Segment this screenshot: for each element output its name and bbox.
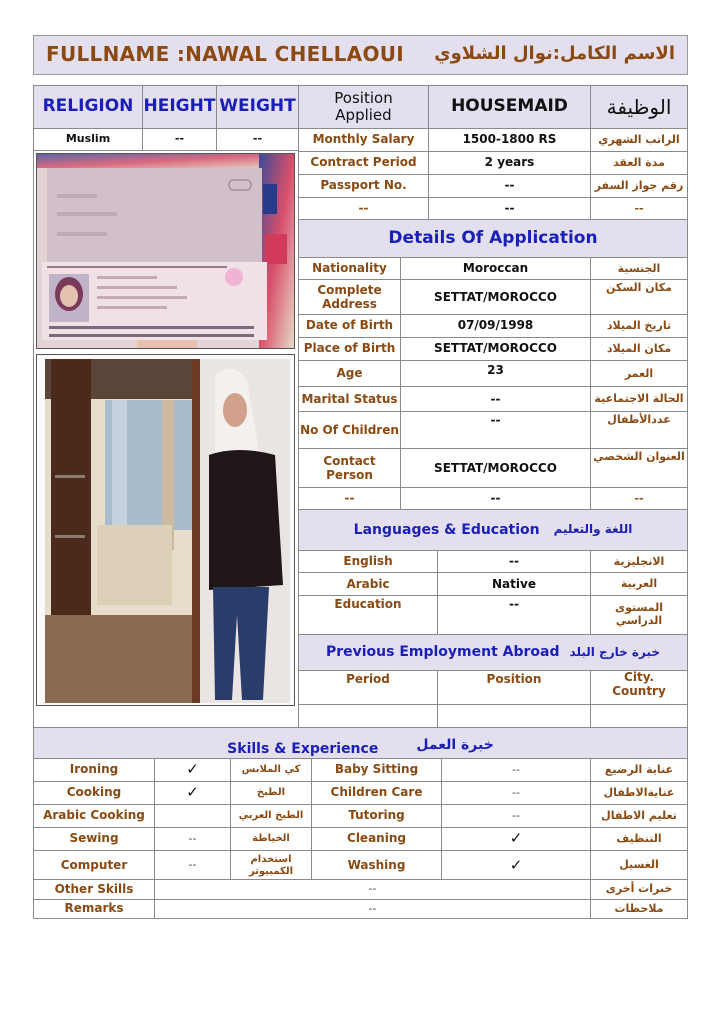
employment-title: [298, 634, 688, 671]
weight-header-text: WEIGHT: [219, 96, 296, 117]
language-value: [437, 572, 591, 597]
details-ar: [590, 487, 688, 511]
details-value: [400, 360, 591, 388]
details-label: [298, 487, 401, 511]
details-ar: [590, 360, 688, 388]
skill-value-text: ✓: [509, 855, 523, 874]
contract-ar-text: --: [634, 201, 644, 215]
skills-title: [33, 727, 688, 759]
details-label-text: Date of Birth: [305, 318, 394, 333]
skill-ar-text: عنايةالاطفال: [603, 785, 675, 799]
height-header-text: HEIGHT: [143, 96, 216, 117]
employment-col-position: [437, 670, 591, 705]
contract-label-text: Monthly Salary: [312, 132, 415, 147]
other-skills-ar: [590, 879, 688, 900]
details-value: [400, 386, 591, 413]
details-ar: [590, 411, 688, 450]
details-title: [298, 219, 688, 258]
skill-value: [154, 804, 231, 828]
contract-ar: [590, 151, 688, 175]
skill-label-text: Arabic Cooking: [43, 808, 145, 823]
skill-ar-text: تعليم الاطفال: [601, 808, 677, 822]
employment-col-city: [590, 670, 688, 705]
skill-ar: [230, 758, 312, 782]
language-ar: [590, 595, 688, 635]
skill-ar: [230, 850, 312, 881]
applicant-photo: [36, 354, 295, 706]
skill-label-text: Tutoring: [348, 808, 405, 823]
details-label-text: Place of Birth: [303, 341, 396, 356]
skill-value: [154, 758, 231, 782]
position-ar: [590, 85, 688, 129]
details-ar-text: تاريخ الميلاد: [606, 318, 672, 332]
skill-ar: [230, 804, 312, 828]
skill-label: [33, 781, 155, 805]
details-value-text: Moroccan: [462, 261, 529, 276]
contract-value-text: --: [504, 201, 515, 216]
language-label: [298, 550, 438, 574]
details-value: [400, 279, 591, 316]
skill-label: [311, 781, 442, 805]
skill-label: [311, 850, 442, 881]
details-title-text: Details Of Application: [388, 227, 598, 248]
details-label-text: Marital Status: [301, 391, 398, 406]
other-skills-value-text: --: [368, 882, 377, 896]
skill-ar-text: كي الملابس: [241, 764, 301, 776]
skill-label-text: Sewing: [69, 831, 119, 846]
other-skills-value: [154, 879, 591, 900]
details-label-text: Age: [336, 366, 363, 381]
language-label-text: Education: [334, 597, 402, 611]
details-ar: [590, 314, 688, 338]
contract-ar: [590, 128, 688, 152]
position-applied-text: Position Applied: [334, 88, 393, 124]
other-skills-label: [33, 879, 155, 900]
skill-value-text: --: [512, 808, 520, 822]
language-ar-text: المستوى الدراسي: [615, 601, 663, 627]
details-value-text: 23: [487, 363, 504, 377]
height-value: [142, 128, 217, 151]
remarks-ar: [590, 899, 688, 919]
height-header: [142, 85, 217, 129]
contract-ar-text: مدة العقد: [613, 155, 665, 169]
weight-value-text: --: [252, 132, 263, 146]
details-ar-text: العمر: [624, 366, 654, 380]
skill-value: [441, 827, 591, 851]
skill-ar: [230, 781, 312, 805]
skill-value: [154, 850, 231, 881]
skill-value-text: --: [188, 858, 197, 872]
employment-col-period-text: Period: [346, 672, 390, 686]
employment-empty-period: [298, 704, 438, 728]
applicant-image: [37, 355, 294, 705]
details-ar-text: العنوان الشخصي: [593, 450, 685, 463]
religion-value: [33, 128, 143, 151]
details-label: [298, 360, 401, 388]
details-ar: [590, 279, 688, 316]
skill-ar-text: عناية الرضيع: [604, 762, 674, 776]
details-label-text: No Of Children: [300, 422, 399, 437]
language-value: [437, 550, 591, 574]
religion-header: [33, 85, 143, 129]
employment-empty-city: [590, 704, 688, 728]
details-value: [400, 487, 591, 511]
skill-value: [441, 758, 591, 782]
skill-ar-text: الخياطة: [252, 833, 290, 845]
weight-value: [216, 128, 299, 151]
skill-value-text: ✓: [186, 783, 199, 802]
details-ar-text: الحالة الاجتماعية: [594, 392, 684, 406]
fullname-header: [33, 35, 688, 75]
contract-value: [428, 174, 591, 198]
details-label: [298, 448, 401, 489]
skill-label: [311, 827, 442, 851]
languages-title: [298, 509, 688, 551]
language-ar-text: العربية: [620, 577, 658, 591]
weight-header: [216, 85, 299, 129]
contract-label: [298, 151, 429, 175]
position-value-text: HOUSEMAID: [451, 96, 568, 117]
contract-label-text: Passport No.: [320, 178, 407, 193]
details-ar: [590, 257, 688, 281]
details-value-text: SETTAT/MOROCCO: [434, 341, 557, 356]
remarks-label: [33, 899, 155, 919]
skill-ar: [590, 850, 688, 881]
position-value: [428, 85, 591, 129]
skill-value-text: --: [188, 831, 197, 845]
contract-value-text: 2 years: [484, 155, 535, 170]
skill-label: [311, 804, 442, 828]
skill-ar: [590, 804, 688, 828]
skill-ar-text: الغسيل: [619, 858, 659, 872]
contract-ar: [590, 174, 688, 198]
language-label-text: Arabic: [346, 576, 390, 591]
contract-ar: [590, 197, 688, 221]
details-ar: [590, 448, 688, 489]
other-skills-label-text: Other Skills: [54, 881, 134, 896]
language-value: [437, 595, 591, 635]
skill-label: [33, 804, 155, 828]
details-value-text: SETTAT/MOROCCO: [434, 460, 557, 475]
position-applied-label: [298, 85, 429, 129]
details-ar-text: مكان السكن: [606, 281, 672, 294]
skills-title-en: Skills & Experience: [227, 740, 379, 757]
contract-value-text: --: [504, 178, 515, 193]
details-value: [400, 257, 591, 281]
skill-label-text: Children Care: [330, 785, 423, 800]
contract-value: [428, 151, 591, 175]
skill-value-text: ✓: [509, 829, 523, 848]
details-value-text: --: [490, 391, 501, 406]
language-label: [298, 572, 438, 597]
skill-label-text: Baby Sitting: [334, 762, 419, 777]
skill-value-text: --: [512, 762, 520, 776]
language-ar-text: الانجليزية: [613, 554, 665, 568]
details-value: [400, 337, 591, 361]
contract-value-text: 1500-1800 RS: [462, 132, 557, 147]
details-label: [298, 279, 401, 316]
religion-header-text: RELIGION: [42, 96, 134, 117]
employment-col-city-text: City. Country: [612, 670, 666, 698]
remarks-ar-text: ملاحظات: [614, 901, 664, 915]
details-value: [400, 411, 591, 450]
skill-value-text: ✓: [186, 760, 199, 779]
details-value: [400, 448, 591, 489]
fullname-en: FULLNAME :NAWAL CHELLAOUI: [46, 42, 405, 66]
remarks-label-text: Remarks: [64, 901, 124, 916]
details-value-text: SETTAT/MOROCCO: [434, 289, 557, 304]
skill-label: [33, 827, 155, 851]
language-value-text: Native: [492, 576, 536, 591]
skill-label-text: Cooking: [66, 785, 122, 800]
contract-label-text: Contract Period: [310, 155, 417, 170]
language-ar: [590, 572, 688, 597]
details-value-text: --: [490, 491, 501, 506]
details-value: [400, 314, 591, 338]
passport-image: [37, 154, 294, 348]
skill-ar-text: استخدام الكمبيوتر: [248, 854, 294, 877]
contract-ar-text: رقم جواز السفر: [594, 178, 684, 192]
contract-label: [298, 174, 429, 198]
skill-ar-text: الطبخ: [256, 787, 286, 799]
skill-value-text: --: [512, 785, 520, 799]
employment-col-position-text: Position: [486, 672, 542, 686]
position-ar-text: الوظيفة: [606, 94, 672, 119]
details-label-text: Contact Person: [323, 453, 376, 482]
language-value-text: --: [509, 554, 519, 569]
skill-ar-text: التنظيف: [616, 831, 662, 845]
fullname-ar: الاسم الكامل:نوال الشلاوي: [434, 43, 675, 64]
contract-label: [298, 128, 429, 152]
contract-label: [298, 197, 429, 221]
skill-ar-text: الطبخ العربي: [238, 810, 304, 822]
remarks-value: [154, 899, 591, 919]
employment-title-ar: خبرة خارج البلد: [569, 644, 661, 659]
languages-title-en: Languages & Education: [353, 521, 540, 538]
skill-ar: [230, 827, 312, 851]
contract-ar-text: الراتب الشهري: [598, 132, 680, 146]
skill-label: [311, 758, 442, 782]
employment-title-en: Previous Employment Abroad: [325, 644, 560, 661]
details-label: [298, 257, 401, 281]
language-value-text: --: [509, 597, 519, 611]
skill-ar: [590, 827, 688, 851]
details-ar-text: الجنسية: [617, 261, 661, 275]
details-value-text: --: [490, 413, 501, 427]
details-label-text: Nationality: [312, 261, 387, 276]
skill-label: [33, 758, 155, 782]
passport-photo: [36, 153, 295, 349]
details-ar: [590, 386, 688, 413]
height-value-text: --: [174, 132, 185, 146]
details-label: [298, 337, 401, 361]
skill-label-text: Ironing: [69, 762, 119, 777]
employment-empty-position: [437, 704, 591, 728]
skill-label-text: Cleaning: [347, 831, 406, 846]
language-label: [298, 595, 438, 635]
skill-label-text: Computer: [60, 857, 128, 872]
contract-value: [428, 197, 591, 221]
details-ar-text: --: [634, 491, 644, 505]
language-label-text: English: [343, 554, 393, 569]
language-ar: [590, 550, 688, 574]
details-ar-text: مكان الميلاد: [606, 341, 672, 355]
skill-value: [154, 781, 231, 805]
contract-value: [428, 128, 591, 152]
skill-value: [154, 827, 231, 851]
skill-ar: [590, 781, 688, 805]
remarks-value-text: --: [368, 901, 377, 915]
languages-title-ar: اللغة والتعليم: [553, 522, 633, 537]
details-ar: [590, 337, 688, 361]
details-label: [298, 386, 401, 413]
details-value-text: 07/09/1998: [457, 318, 534, 333]
details-label-text: --: [344, 491, 355, 506]
skill-label-text: Washing: [347, 857, 406, 872]
skills-title-ar: خبرة العمل: [416, 736, 494, 753]
skill-label: [33, 850, 155, 881]
skill-value: [441, 781, 591, 805]
contract-label-text: --: [358, 201, 369, 216]
details-label: [298, 411, 401, 450]
skill-ar: [590, 758, 688, 782]
details-label-text: Complete Address: [317, 282, 382, 311]
religion-value-text: Muslim: [65, 132, 111, 146]
skill-value: [441, 804, 591, 828]
other-skills-ar-text: خبرات أخرى: [605, 882, 673, 896]
details-label: [298, 314, 401, 338]
skill-value: [441, 850, 591, 881]
details-ar-text: عددالأطفال: [607, 413, 671, 426]
employment-col-period: [298, 670, 438, 705]
